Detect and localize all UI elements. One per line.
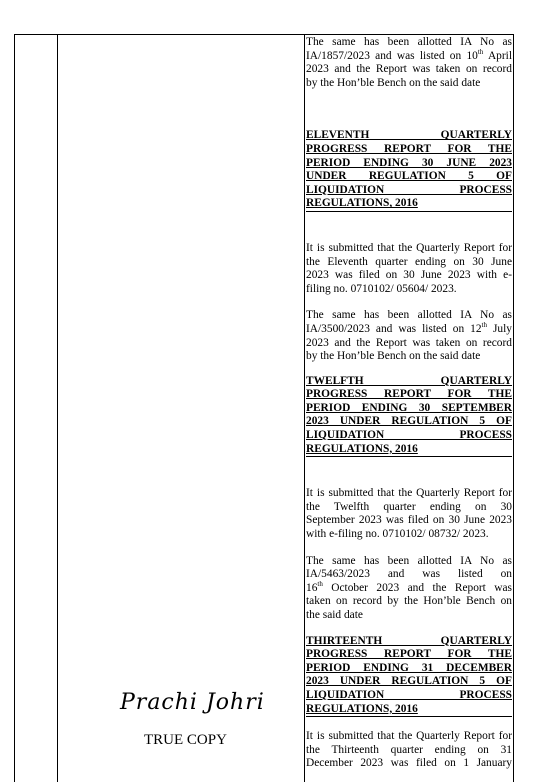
paragraph-thirteenth-submission: It is submitted that the Quarterly Report for the Thirteenth quarter ending on 31 December 2023 was filed on 1 January xyxy=(306,730,512,770)
table-border-col-2 xyxy=(57,34,58,782)
signature: Prachi Johri xyxy=(120,690,265,715)
table-border-col-4 xyxy=(513,34,514,782)
content-column xyxy=(306,36,512,771)
paragraph-ia-1857: The same has been allotted IA No as IA/1857/2023 and was listed on 10th April 2023 and the Report was taken on record by the Hon’ble Bench on the said date xyxy=(306,36,512,89)
paragraph-ia-5463: The same has been allotted IA No as IA/5463/2023 and was listed on 16th October 2023 and the Report was taken on record by the Hon’ble Bench on the said date xyxy=(306,554,512,621)
true-copy-label: TRUE COPY xyxy=(144,732,227,748)
heading-eleventh-report: ELEVENTH QUARTERLY PROGRESS REPORT FOR THE PERIOD ENDING 30 JUNE 2023 UNDER REGULATION 5 OF LIQUIDATION PROCESS REGULATIONS, 2016 xyxy=(306,129,512,212)
paragraph-eleventh-submission: It is submitted that the Quarterly Report for the Eleventh quarter ending on 30 June 2023 was filed on 30 June 2023 with e- filing no. 0710102/ 05604/ 2023. xyxy=(306,241,512,295)
heading-twelfth-report: TWELFTH QUARTERLY PROGRESS REPORT FOR THE PERIOD ENDING 30 SEPTEMBER 2023 UNDER REGULATION 5 OF LIQUIDATION PROCESS REGULATIONS, 2016 xyxy=(306,375,512,458)
paragraph-ia-3500: The same has been allotted IA No as IA/3500/2023 and was listed on 12th July 2023 and the Report was taken on record by the Hon’ble Bench on the said date xyxy=(306,309,512,363)
table-top-border xyxy=(14,34,514,35)
table-border-col-1 xyxy=(14,34,15,782)
paragraph-twelfth-submission: It is submitted that the Quarterly Report for the Twelfth quarter ending on 30 September 2023 was filed on 30 June 2023 with e-filing no. 0710102/ 08732/ 2023. xyxy=(306,487,512,541)
heading-thirteenth-report: THIRTEENTH QUARTERLY PROGRESS REPORT FOR THE PERIOD ENDING 31 DECEMBER 2023 UNDER REGULATION 5 OF LIQUIDATION PROCESS REGULATIONS, 2016 xyxy=(306,635,512,718)
table-border-col-3 xyxy=(304,34,305,782)
